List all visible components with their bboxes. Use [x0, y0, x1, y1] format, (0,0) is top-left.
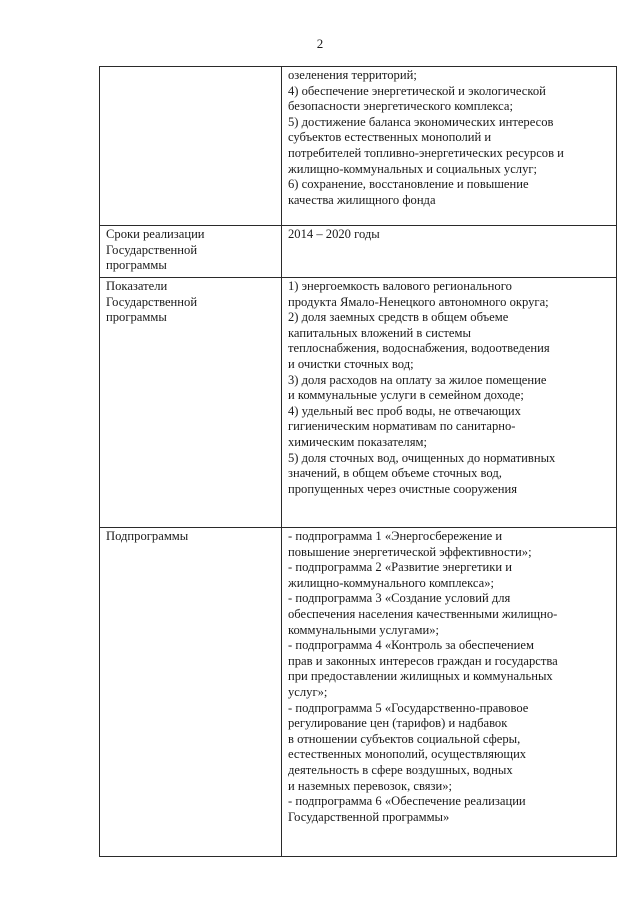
table-row-subprograms — [100, 528, 617, 857]
row-content-line: обеспечения населения качественными жилищно- — [288, 606, 558, 621]
row-content-line: жилищно-коммунального комплекса»; — [288, 575, 495, 590]
table-row-indicators — [100, 278, 617, 528]
row-label-line: Государственной — [106, 242, 198, 257]
row-content-line: гигиеническим нормативам по санитарно- — [288, 419, 516, 434]
row-content-line: озеленения территорий; — [288, 68, 417, 82]
row-content-line: - подпрограмма 3 «Создание условий для — [288, 591, 511, 606]
row-content-line: деятельность в сфере воздушных, водных — [288, 762, 513, 777]
row-label-cell — [100, 226, 282, 278]
row-label-line: программы — [106, 258, 167, 273]
row-content-line: Государственной программы» — [288, 809, 450, 824]
row-content-line: и коммунальные услуги в семейном доходе; — [288, 388, 524, 403]
row-content-line: и наземных перевозок, связи»; — [288, 778, 453, 793]
row-content-line: 6) сохранение, восстановление и повышение — [288, 177, 529, 192]
row-content-line: - подпрограмма 6 «Обеспечение реализации — [288, 794, 526, 809]
row-label-cell — [100, 278, 282, 528]
row-content-line: потребителей топливно-энергетических ресурсов и — [288, 145, 564, 160]
row-content-line: продукта Ямало-Ненецкого автономного округа; — [288, 294, 549, 309]
row-content-line: значений, в общем объеме сточных вод, — [288, 466, 502, 481]
table-row-goals-continued — [100, 67, 617, 226]
program-passport-table — [99, 66, 617, 857]
row-label-line: Государственной — [106, 294, 198, 309]
row-content-cell — [282, 226, 617, 278]
row-content-line: 5) достижение баланса экономических интересов — [288, 114, 554, 129]
row-content-line: 2) доля заемных средств в общем объеме — [288, 310, 509, 325]
row-content-line: качества жилищного фонда — [288, 192, 436, 207]
row-content-line: регулирование цен (тарифов) и надбавок — [288, 716, 508, 731]
row-content-line: коммунальными услугами»; — [288, 622, 440, 637]
row-content-line: безопасности энергетического комплекса; — [288, 99, 513, 114]
row-content-line: 2014 – 2020 годы — [288, 227, 380, 241]
row-content-line: повышение энергетической эффективности»; — [288, 544, 532, 559]
row-content-line: - подпрограмма 5 «Государственно-правовое — [288, 700, 529, 715]
row-label-cell — [100, 528, 282, 857]
row-content-line: 1) энергоемкость валового регионального — [288, 279, 512, 293]
row-content-line: химическим показателям; — [288, 434, 427, 449]
row-content-cell — [282, 528, 617, 857]
row-label-line: Показатели — [106, 279, 168, 293]
row-content-line: естественных монополий, осуществляющих — [288, 747, 527, 762]
row-label-line: программы — [106, 310, 167, 325]
row-content-cell — [282, 278, 617, 528]
row-content-line: прав и законных интересов граждан и государства — [288, 653, 558, 668]
row-content-line: теплоснабжения, водоснабжения, водоотведения — [288, 341, 550, 356]
row-content-line: субъектов естественных монополий и — [288, 130, 492, 145]
row-content-line: услуг»; — [288, 684, 328, 699]
row-content-line: 5) доля сточных вод, очищенных до нормативных — [288, 450, 556, 465]
row-content-line: капитальных вложений в системы — [288, 325, 471, 340]
row-content-line: - подпрограмма 4 «Контроль за обеспечением — [288, 638, 534, 653]
page-number: 2 — [316, 36, 324, 51]
row-content-line: пропущенных через очистные сооружения — [288, 481, 518, 496]
table-row-implementation-period — [100, 226, 617, 278]
row-label-line: Подпрограммы — [106, 529, 189, 543]
row-label-line: Сроки реализации — [106, 227, 205, 241]
row-content-line: - подпрограмма 2 «Развитие энергетики и — [288, 560, 512, 575]
row-label-cell — [100, 67, 282, 226]
row-content-line: в отношении субъектов социальной сферы, — [288, 731, 521, 746]
row-content-line: 3) доля расходов на оплату за жилое помещение — [288, 372, 547, 387]
row-content-line: 4) обеспечение энергетической и экологической — [288, 83, 546, 98]
row-content-cell — [282, 67, 617, 226]
row-content-line: при предоставлении жилищных и коммунальных — [288, 669, 553, 684]
row-content-line: и очистки сточных вод; — [288, 356, 414, 371]
row-content-line: - подпрограмма 1 «Энергосбережение и — [288, 529, 503, 543]
row-content-line: жилищно-коммунальных и социальных услуг; — [288, 161, 538, 176]
row-content-line: 4) удельный вес проб воды, не отвечающих — [288, 403, 521, 418]
